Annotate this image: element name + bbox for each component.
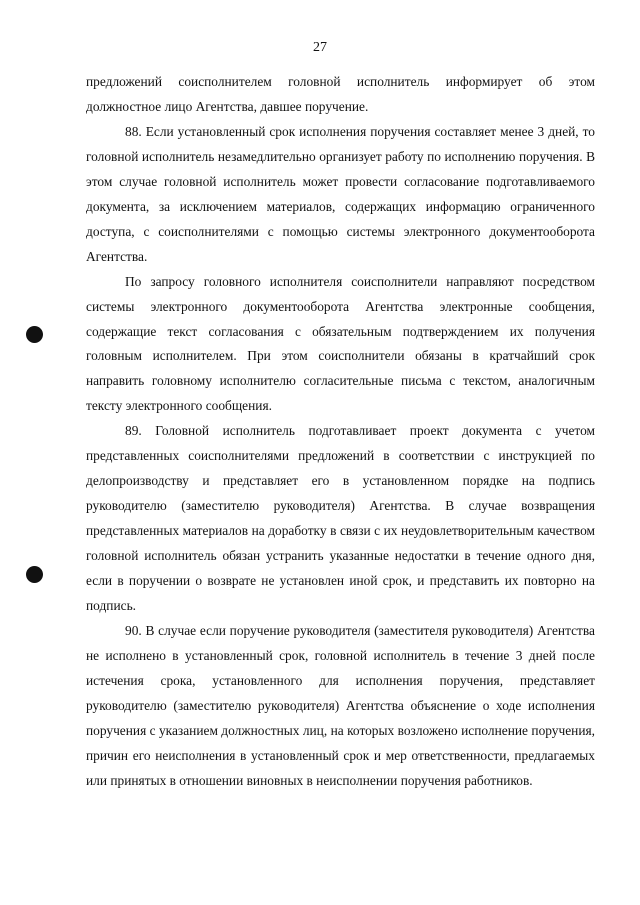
- punch-hole-mark: [26, 326, 43, 343]
- paragraph-88: 88. Если установленный срок исполнения поручения составляет менее 3 дней, то головной исполнитель незамедлительно организует работу по исполнению поручения. В этом случае головной исполнитель может провести согласование подготавливаемого документа, за исключением материалов, содержащих информацию ограниченного доступа, с соисполнителями с помощью системы электронного документооборота Агентства.: [86, 123, 595, 264]
- paragraph-90: 90. В случае если поручение руководителя (заместителя руководителя) Агентства не исполнено в установленный срок, головной исполнитель в течение 3 дней после истечения срока, установленного для исполнения поручения, представляет руководителю (заместителю руководителя) Агентства объяснение о ходе исполнения поручения с указанием должностных лиц, на которых возложено исполнение поручения, причин его неисполнения в установленный срок и мер ответственности, предлагаемых или принятых в отношении виновных в неисполнении поручения работников.: [86, 622, 595, 788]
- paragraph-continuation: предложений соисполнителем головной исполнитель информирует об этом должностное лицо Агентства, давшее поручение.: [86, 74, 595, 114]
- paragraph-88-request: По запросу головного исполнителя соисполнители направляют посредством системы электронного документооборота Агентства электронные сообщения, содержащие текст согласования с обязательным подтверждением их получения головным исполнителем. При этом соисполнители обязаны в кратчайший срок направить головному исполнителю согласительные письма с текстом, аналогичным тексту электронного сообщения.: [86, 273, 595, 414]
- document-body: [86, 70, 595, 794]
- page-number: 27: [313, 40, 327, 55]
- punch-hole-mark: [26, 566, 43, 583]
- paragraph-89: 89. Головной исполнитель подготавливает проект документа с учетом представленных соисполнителями предложений в соответствии с инструкцией по делопроизводству и представляет его в установленном порядке на подпись руководителю (заместителю руководителя) Агентства. В случае возвращения представленных материалов на доработку в связи с их неудовлетворительным качеством головной исполнитель обязан устранить указанные недостатки в течение одного дня, если в поручении о возврате не установлен иной срок, и представить их повторно на подпись.: [86, 423, 595, 614]
